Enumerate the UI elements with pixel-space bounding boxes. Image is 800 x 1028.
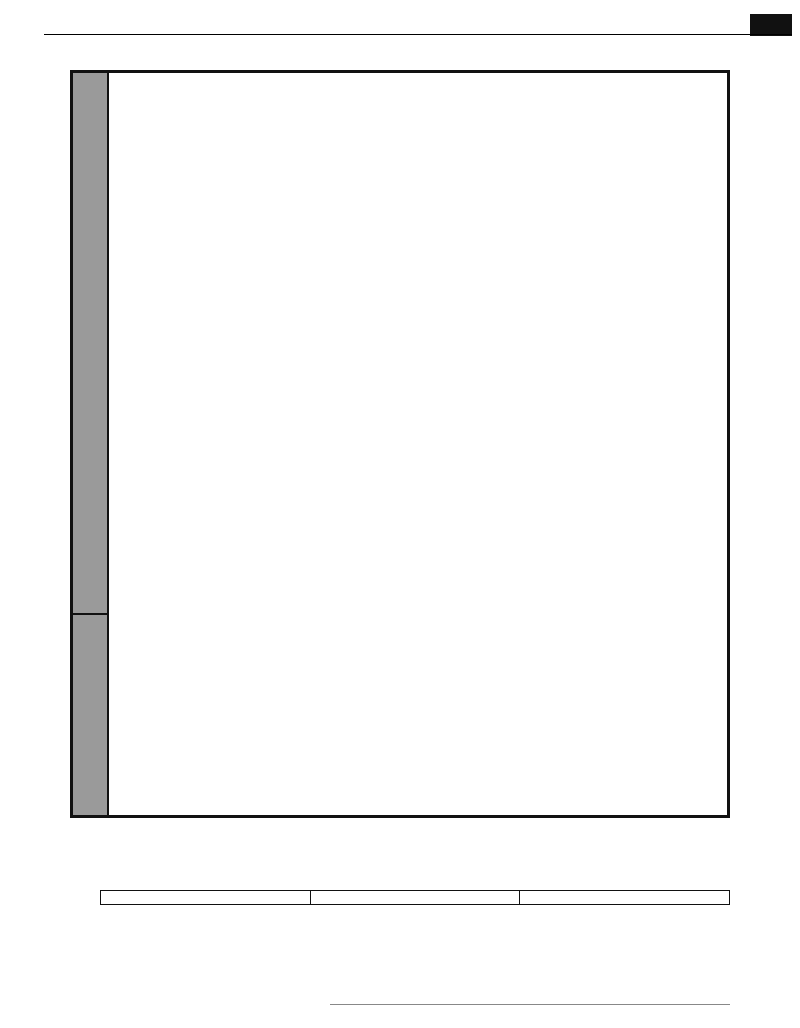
contact-header-name <box>101 891 311 905</box>
contact-header-qq <box>520 891 730 905</box>
contact-table <box>100 890 730 905</box>
tour-table <box>70 70 730 818</box>
contact-header-phone <box>310 891 520 905</box>
category-sidebar <box>73 73 109 815</box>
ad-tag <box>750 14 792 36</box>
agency-name <box>70 856 730 874</box>
category-laos <box>73 615 107 815</box>
category-vietnam <box>73 73 107 613</box>
top-rule <box>44 34 792 35</box>
bottom-bar <box>330 1004 730 1024</box>
